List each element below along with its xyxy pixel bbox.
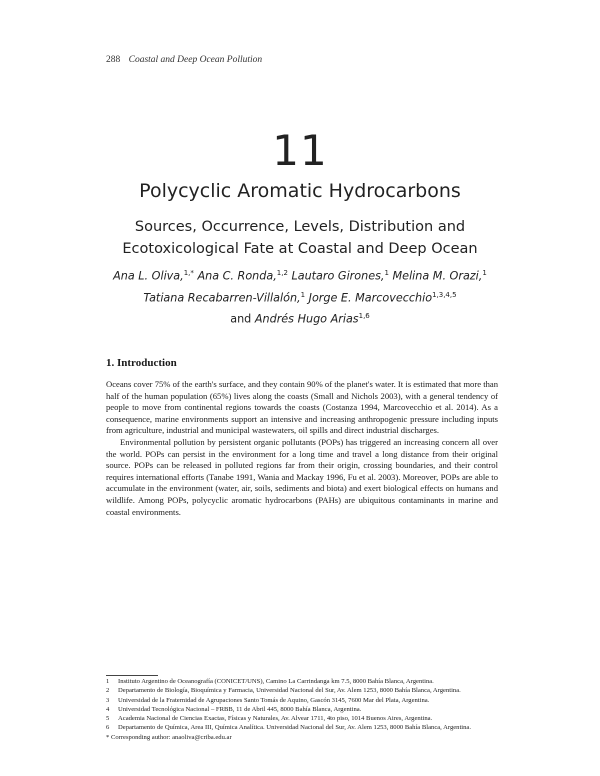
author-affiliation-mark: 1	[384, 269, 389, 277]
footnote-text: Universidad Tecnológica Nacional – FRBB, 11 de Abril 445, 8000 Bahía Blanca, Argentina.	[118, 705, 362, 713]
footnote	[106, 686, 500, 695]
footnote-text: Instituto Argentino de Oceanografía (CONICET/UNS), Camino La Carrindanga km 7.5, 8000 Bahía Blanca, Argentina.	[118, 678, 434, 685]
footnote-text: Academia Nacional de Ciencias Exactas, Físicas y Naturales, Av. Alvear 1711, 4to piso, 1014 Buenos Aires, Argentina.	[118, 715, 433, 723]
section-heading: 1. Introduction	[106, 357, 177, 369]
author-line	[60, 307, 540, 329]
author-name: Jorge E. Marcovecchio	[308, 291, 433, 305]
footnote-divider	[106, 675, 158, 676]
footnote-text: Departamento de Biología, Bioquímica y Farmacia, Universidad Nacional del Sur, Av. Alem 1253, 8000 Bahía Blanca, Argentina.	[118, 687, 461, 695]
author-affiliation-mark: 1	[482, 269, 487, 277]
running-head	[106, 55, 262, 65]
author-name: Andrés Hugo Arias	[254, 313, 359, 327]
footnote-text: Universidad de la Fraternidad de Agrupaciones Santo Tomás de Aquino, Gascón 3145, 7600 Mar del Plata, Argentina.	[118, 696, 430, 704]
footnote-text: Departamento de Química, Area III, Química Analítica. Universidad Nacional del Sur, Av. Alem 1253, 8000 Bahía Blanca, Argentina.	[118, 724, 472, 732]
footnote-number: 2	[106, 687, 110, 695]
footnote-number: 6	[106, 724, 110, 732]
footnote	[106, 677, 500, 686]
footnote	[106, 714, 500, 723]
footnote	[106, 696, 500, 705]
footnote	[106, 705, 500, 714]
paragraph: Environmental pollution by persistent organic pollutants (POPs) has triggered an increasing concern all over the world. POPs can persist in the environment for a long time and travel a long distance from their original source. POPs can be released in polluted regions far from their origin, crossing boundaries, and their control requires international efforts (Tanabe 1991, Wania and Mackay 1996, Fu et al. 2003). Moreover, POPs are able to accumulate in the environment (water, air, soils, sediments and biota) and exert biological effects on humans and wildlife. Among POPs, polycyclic aromatic hydrocarbons (PAHs) are ubiquitous contaminants in marine and coastal environments.	[106, 436, 498, 517]
subtitle-line: Sources, Occurrence, Levels, Distribution and	[134, 219, 466, 235]
author-affiliation-mark: 1,2	[276, 269, 288, 277]
corresponding-author-note: * Corresponding author: anaoliva@criba.edu.ar	[106, 733, 232, 741]
footnote-number: 5	[106, 715, 110, 723]
author-line	[60, 264, 540, 286]
author-list	[60, 264, 540, 329]
footnote-number: 4	[106, 705, 110, 713]
author-affiliation-mark: 1,*	[183, 269, 194, 277]
chapter-subtitle	[0, 216, 600, 260]
chapter-title: Polycyclic Aromatic Hydrocarbons	[139, 180, 461, 202]
author-line	[60, 286, 540, 308]
paragraph: Oceans cover 75% of the earth's surface, and they contain 90% of the planet's water. It is estimated that more than half of the human population (65%) lives along the coasts (Small and Nichols 2003), with a general tendency of people to move from continental regions towards the coasts (Costanza 1994, Marcovecchio et al. 2014). As a consequence, marine environments support an intensive and increasing anthropogenic pressure including inputs from agriculture, industrial and municipal wastewaters, oil spills and direct industrial discharges.	[106, 379, 498, 436]
author-affiliation-mark: 1,3,4,5	[432, 290, 457, 299]
page-number: 288	[106, 55, 121, 65]
footnote	[106, 723, 500, 732]
author-affiliation-mark: 1	[300, 290, 306, 299]
author-name: Ana L. Oliva,	[113, 269, 184, 283]
footnote-number: 1	[106, 678, 110, 685]
author-conjunction: and	[230, 313, 252, 327]
chapter-number: 11	[272, 126, 328, 175]
body-text	[106, 379, 498, 518]
author-name: Lautaro Girones,	[291, 269, 385, 283]
author-name: Melina M. Orazi,	[392, 269, 483, 283]
footnote-number: 3	[106, 696, 110, 704]
author-affiliation-mark: 1,6	[358, 312, 370, 321]
subtitle-line: Ecotoxicological Fate at Coastal and Deep Ocean	[122, 241, 478, 257]
author-name: Ana C. Ronda,	[197, 269, 277, 283]
running-book-title: Coastal and Deep Ocean Pollution	[128, 55, 263, 65]
footnotes	[106, 677, 500, 742]
author-name: Tatiana Recabarren-Villalón,	[143, 291, 301, 305]
